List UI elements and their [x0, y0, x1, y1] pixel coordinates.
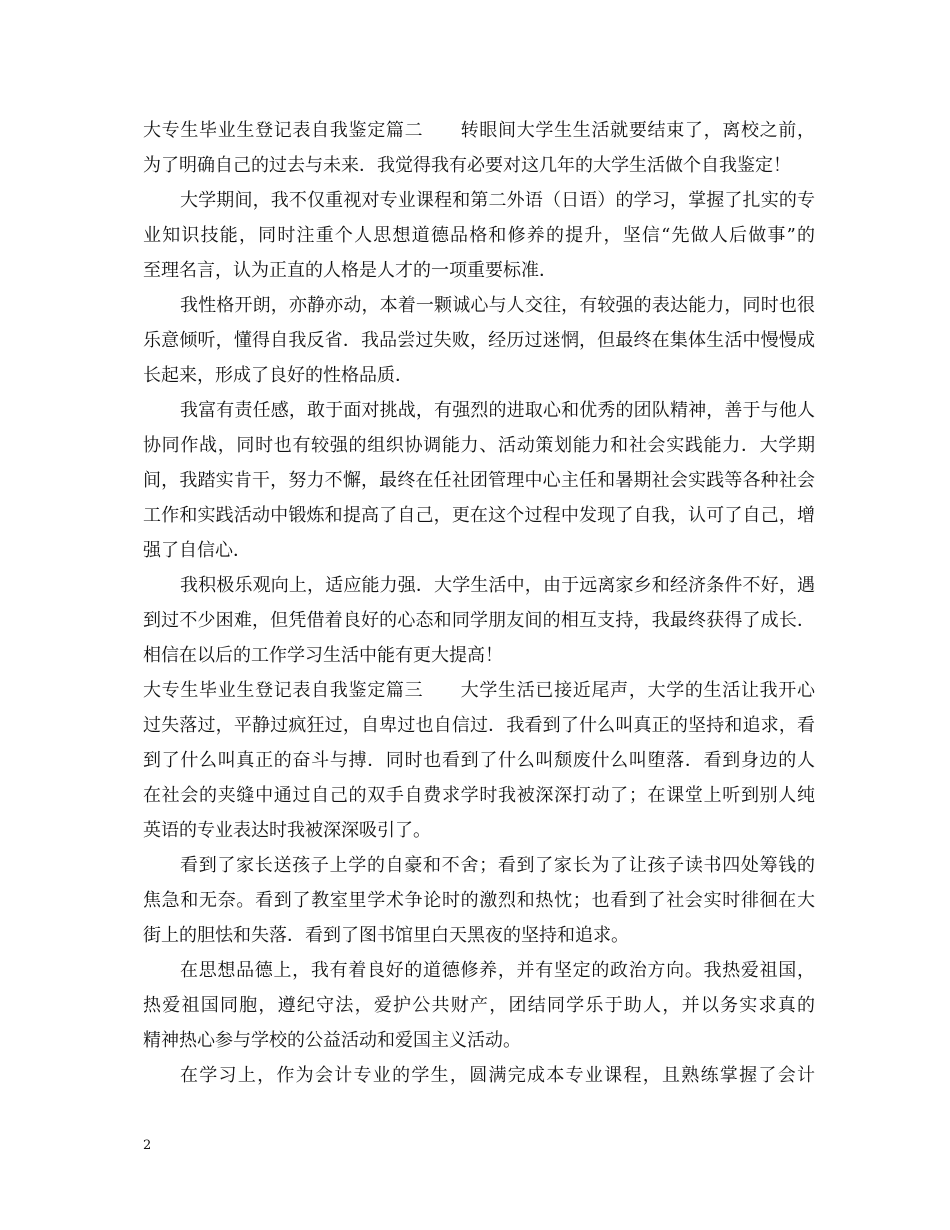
text-line: 业知识技能，同时注重个人思想道德品格和修养的提升，坚信“先做人后做事”的 [143, 225, 815, 246]
document-body [143, 113, 815, 1093]
text-line: 英语的专业表达时我被深深吸引了。 [143, 820, 431, 841]
text-line: 热爱祖国同胞，遵纪守法，爱护公共财产，团结同学乐于助人，并以务实求真的 [143, 995, 815, 1016]
text-line: 在思想品德上，我有着良好的道德修养，并有坚定的政治方向。我热爱祖国， [180, 960, 815, 981]
page-number: 2 [143, 1138, 152, 1153]
text-line: 间，我踏实肯干，努力不懈，最终在任社团管理中心主任和暑期社会实践等各种社会 [143, 470, 815, 491]
text-line: 大专生毕业生登记表自我鉴定篇三 大学生活已接近尾声，大学的生活让我开心 [143, 680, 815, 701]
text-line: 大学期间，我不仅重视对专业课程和第二外语（日语）的学习，掌握了扎实的专 [180, 190, 815, 211]
text-line: 强了自信心． [143, 540, 251, 561]
text-line: 为了明确自己的过去与未来．我觉得我有必要对这几年的大学生活做个自我鉴定！ [143, 155, 791, 176]
text-line: 我积极乐观向上，适应能力强．大学生活中，由于远离家乡和经济条件不好，遇 [180, 575, 815, 596]
text-line: 到了什么叫真正的奋斗与搏．同时也看到了什么叫颓废什么叫堕落．看到身边的人 [143, 750, 815, 771]
text-line: 看到了家长送孩子上学的自豪和不舍；看到了家长为了让孩子读书四处筹钱的 [180, 855, 815, 876]
text-line: 我富有责任感，敢于面对挑战，有强烈的进取心和优秀的团队精神，善于与他人 [180, 400, 815, 421]
text-line: 乐意倾听，懂得自我反省．我品尝过失败，经历过迷惘，但最终在集体生活中慢慢成 [143, 330, 815, 351]
text-line: 长起来，形成了良好的性格品质． [143, 365, 413, 386]
text-line: 协同作战，同时也有较强的组织协调能力、活动策划能力和社会实践能力．大学期 [143, 435, 815, 456]
text-line: 焦急和无奈。看到了教室里学术争论时的激烈和热忱；也看到了社会实时徘徊在大 [143, 890, 815, 911]
text-line: 在社会的夹缝中通过自己的双手自费求学时我被深深打动了；在课堂上听到别人纯 [143, 785, 815, 806]
text-line: 至理名言，认为正直的人格是人才的一项重要标准． [143, 260, 557, 281]
text-line: 在学习上，作为会计专业的学生，圆满完成本专业课程，且熟练掌握了会计 [180, 1065, 815, 1086]
text-line: 街上的胆怯和失落．看到了图书馆里白天黑夜的坚持和追求。 [143, 925, 629, 946]
text-line: 我性格开朗，亦静亦动，本着一颗诚心与人交往，有较强的表达能力，同时也很 [180, 295, 815, 316]
text-line: 过失落过，平静过疯狂过，自卑过也自信过．我看到了什么叫真正的坚持和追求，看 [143, 715, 815, 736]
text-line: 到过不少困难，但凭借着良好的心态和同学朋友间的相互支持，我最终获得了成长． [143, 610, 815, 631]
text-line: 相信在以后的工作学习生活中能有更大提高！ [143, 645, 503, 666]
text-line: 精神热心参与学校的公益活动和爱国主义活动。 [143, 1030, 521, 1051]
text-line: 大专生毕业生登记表自我鉴定篇二 转眼间大学生生活就要结束了，离校之前， [143, 120, 815, 141]
text-line: 工作和实践活动中锻炼和提高了自己，更在这个过程中发现了自我，认可了自己，增 [143, 505, 815, 526]
